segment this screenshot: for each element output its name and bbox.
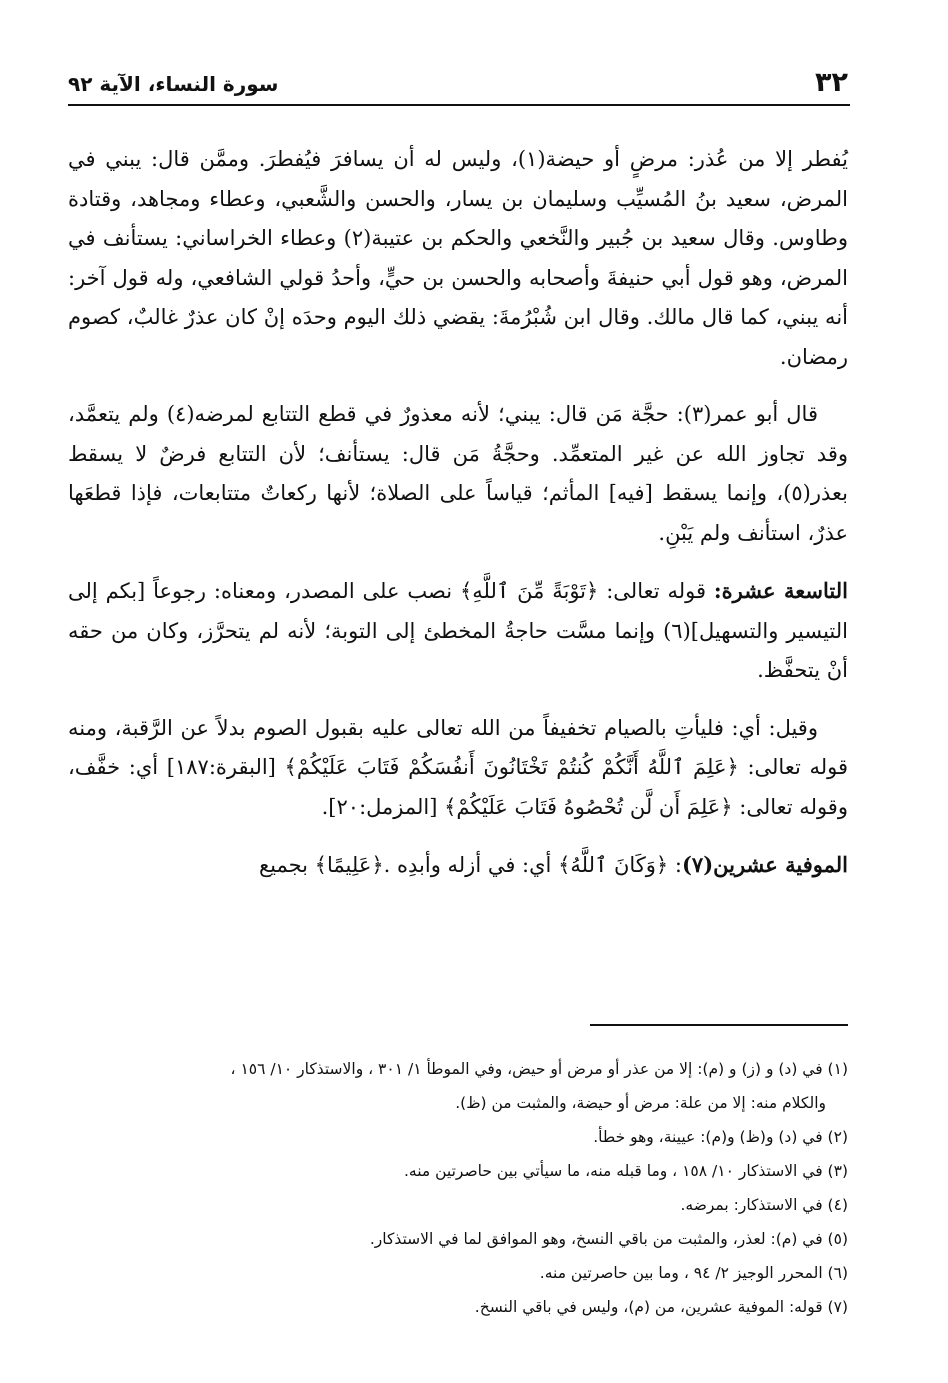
paragraph-3-text: قوله تعالى: ﴿تَوْبَةً مِّنَ ٱللَّهِ﴾ نصب على المصدر، ومعناه: رجوعاً [بكم إلى التيسير والتسهيل](٦) وإنما مسَّت حاجةُ المخطئ إلى التوبة؛ لأنه لم يتحرَّز، وكان من حقه أنْ يتحفَّظ. [68,579,848,682]
paragraph-1: يُفطر إلا من عُذر: مرضٍ أو حيضة(١)، وليس له أن يسافرَ فيُفطرَ. وممَّن قال: يبني في المرض، سعيد بنُ المُسيِّب وسليمان بن يسار، والحسن والشَّعبي، وعطاء ومجاهد، وقتادة وطاوس. وقال سعيد بن جُبير والنَّخعي والحكم بن عتيبة(٢) وعطاء الخراساني: يستأنف في المرض، وهو قول أبي حنيفةَ وأصحابه والحسن بن حيٍّ، وأحدُ قولي الشافعي، وله قول آخر: أنه يبني، كما قال مالك. وقال ابن شُبْرُمةَ: يقضي ذلك اليوم وحدَه إنْ كان عذرٌ غالبٌ، كصوم رمضان. [68,147,848,369]
footnote-5: (٥) في (م): لعذر، والمثبت من باقي النسخ، وهو الموافق لما في الاستذكار. [369,1230,848,1248]
header-rule [68,104,850,106]
footnote-2: (٢) في (د) و(ظ) و(م): عيينة، وهو خطأ. [593,1128,848,1146]
paragraph-3 [68,571,848,691]
section-heading-nineteenth: التاسعة عشرة: [713,578,848,603]
footnote-1-continued: والكلام منه: إلا من علة: مرض أو حيضة، والمثبت من (ظ). [455,1094,826,1112]
main-text [68,140,848,886]
paragraph-4: وقيل: أي: فليأتِ بالصيام تخفيفاً من الله تعالى عليه بقبول الصوم بدلاً عن الرَّقبة، ومنه قوله تعالى: ﴿عَلِمَ ٱللَّهُ أَنَّكُمْ كُنتُمْ تَخْتَانُونَ أَنفُسَكُمْ فَتَابَ عَلَيْكُمْ﴾ [البقرة:١٨٧] أي: خفَّف، وقوله تعالى: ﴿عَلِمَ أَن لَّن تُحْصُوهُ فَتَابَ عَلَيْكُمْ﴾ [المزمل:٢٠]. [68,715,848,819]
page-number: ٣٢ [815,67,848,98]
running-title: سورة النساء، الآية ٩٢ [68,72,279,96]
paragraph-2: قال أبو عمر(٣): حجَّة مَن قال: يبني؛ لأنه معذورٌ في قطع التتابع لمرضه(٤) ولم يتعمَّد، وقد تجاوز الله عن غير المتعمِّد. وحجَّةُ مَن قال: يستأنف؛ لأن التتابع فرضٌ لا يسقط بعذر(٥)، وإنما يسقط [فيه] المأثم؛ قياساً على الصلاة؛ لأنها ركعاتٌ متتابعات، فإذا قطعَها عذرٌ، استأنف ولم يَبْنِ. [68,402,848,545]
paragraph-5-text: : ﴿وَكَانَ ٱللَّهُ﴾ أي: في أزله وأبدِه .﴿عَلِيمًا﴾ بجميع [258,853,682,877]
footnote-rule [590,1024,848,1026]
footnote-3: (٣) في الاستذكار ١٠/ ١٥٨ ، وما قبله منه، ما سيأتي بين حاصرتين منه. [403,1162,848,1180]
footnote-6: (٦) المحرر الوجيز ٢/ ٩٤ ، وما بين حاصرتين منه. [539,1264,848,1282]
section-heading-twentieth: الموفية عشرين(٧) [681,852,848,877]
footnote-4: (٤) في الاستذكار: بمرضه. [680,1196,848,1214]
paragraph-5 [68,845,848,886]
page-header [68,66,848,100]
footnotes [68,1052,848,1324]
footnote-7: (٧) قوله: الموفية عشرين، من (م)، وليس في باقي النسخ. [474,1298,848,1316]
footnote-1: (١) في (د) و (ز) و (م): إلا من عذر أو مرض أو حيض، وفي الموطأ ١/ ٣٠١ ، والاستذكار ١٠/ ١٥٦ ، [230,1060,848,1078]
